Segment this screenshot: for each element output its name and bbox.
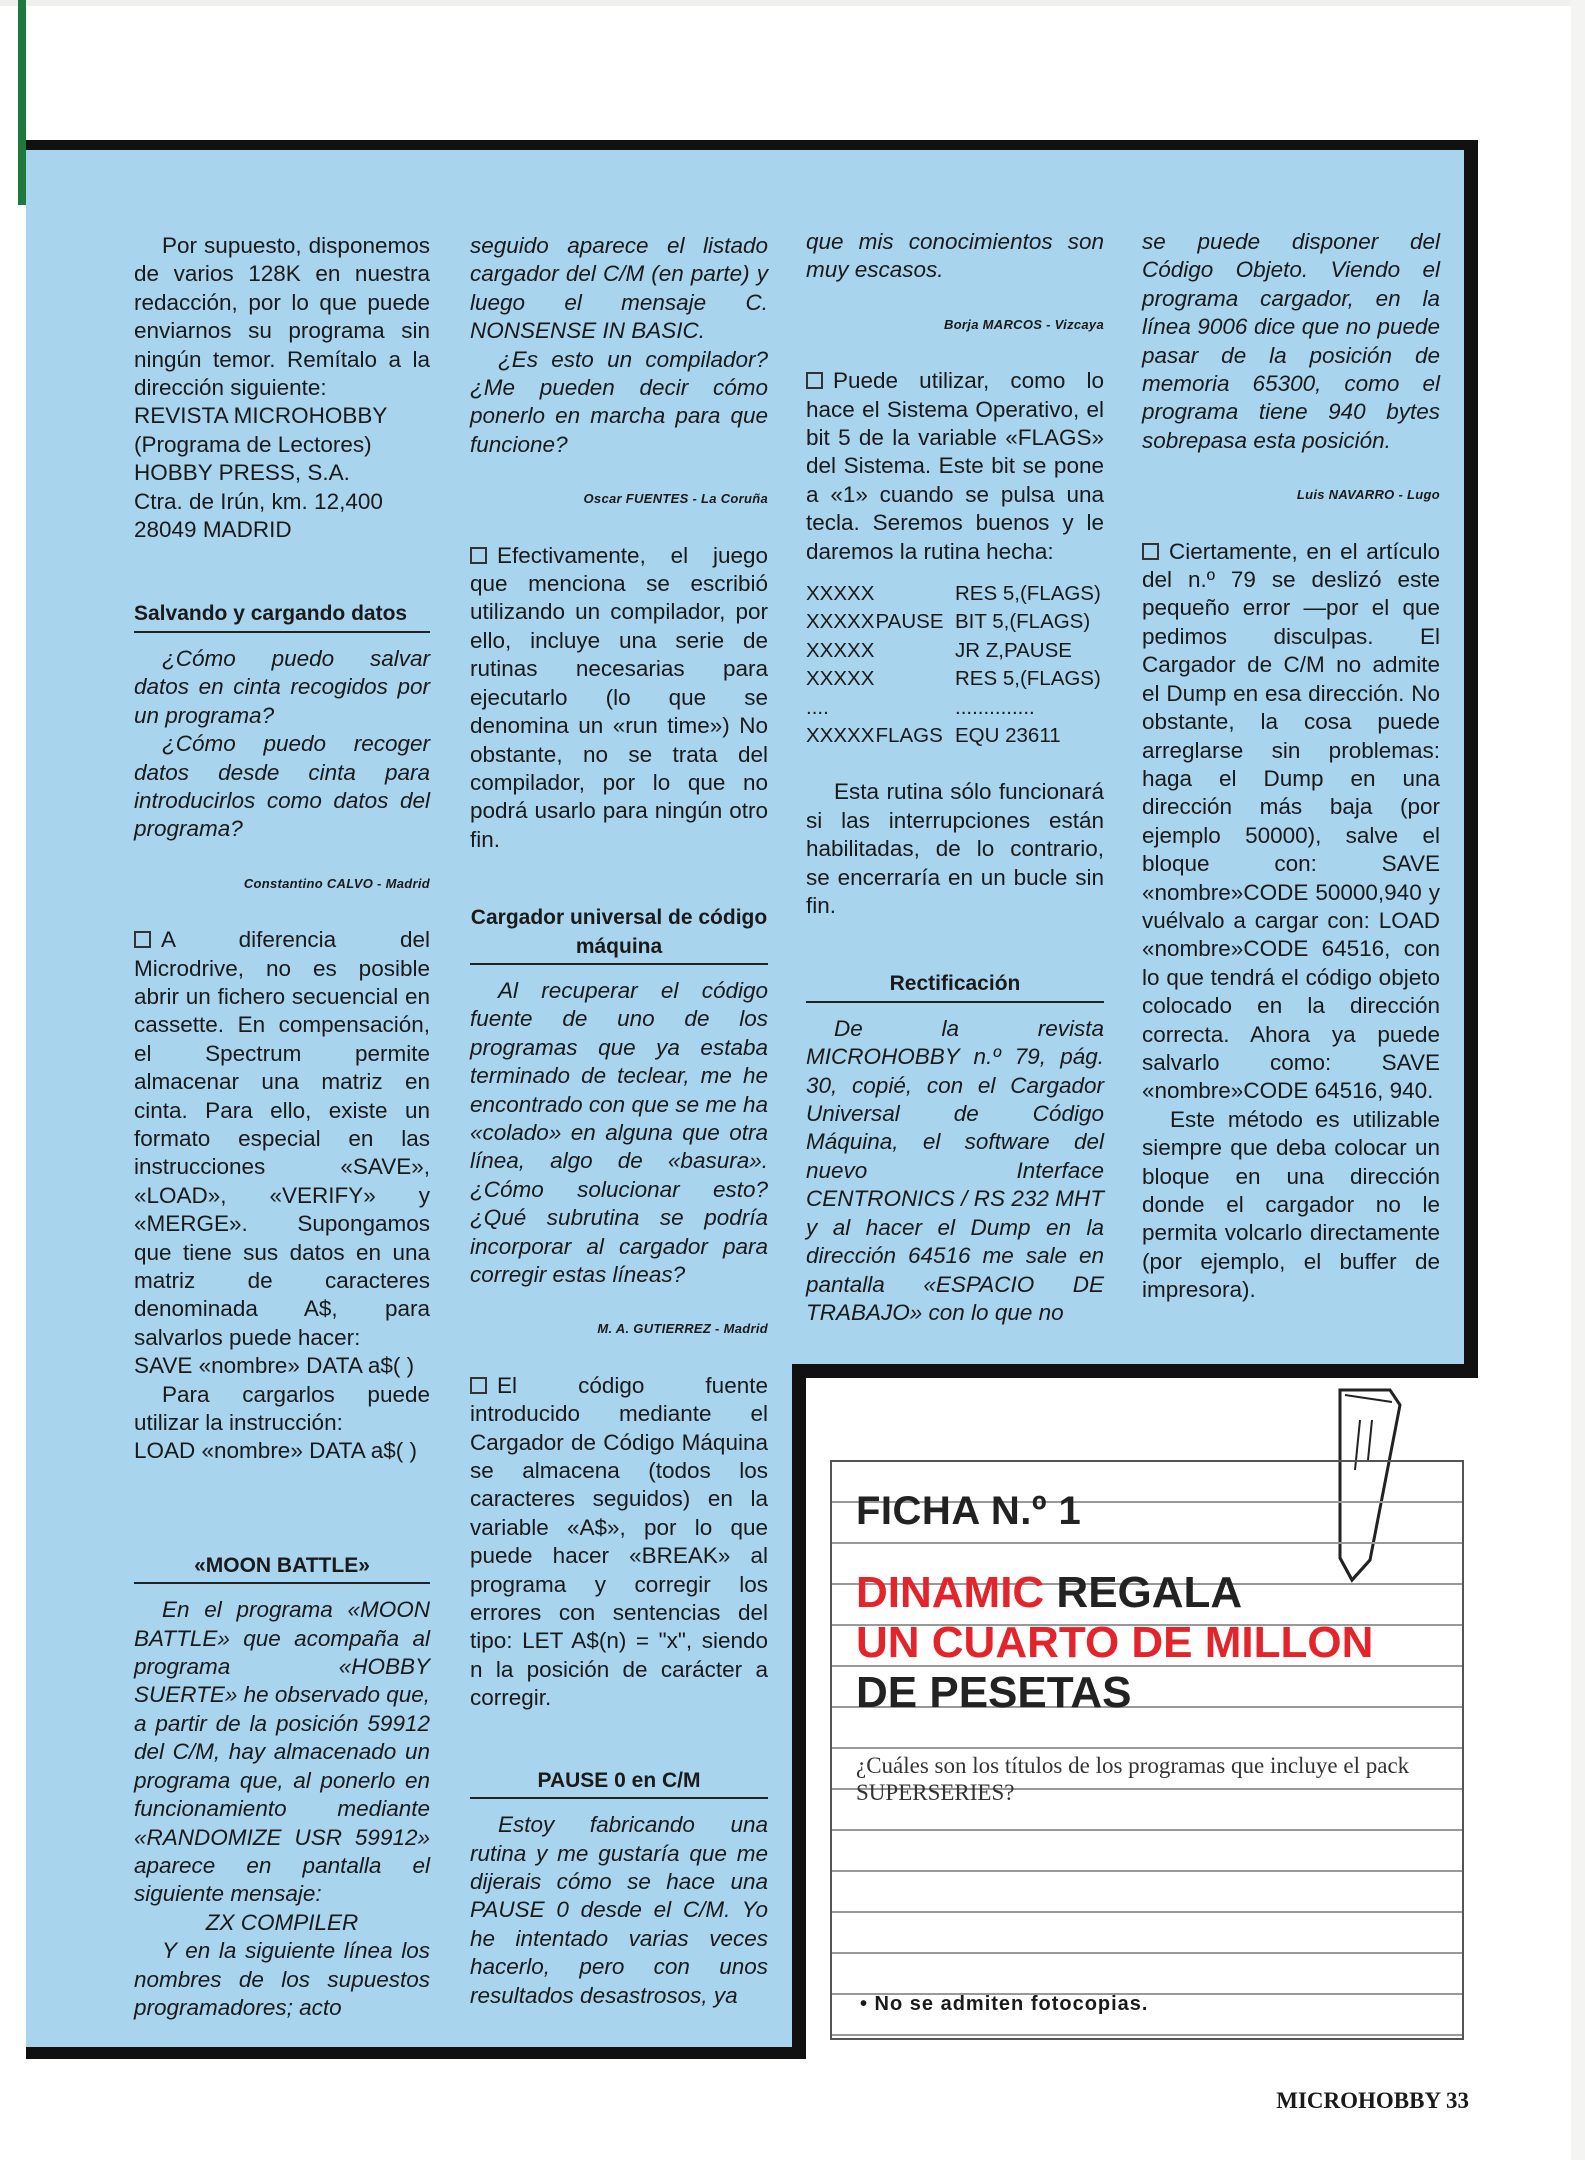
answer-box-icon (806, 372, 823, 389)
letter-signature: Constantino CALVO - Madrid (243, 875, 430, 891)
section-heading: «MOON BATTLE» (134, 1552, 430, 1584)
letter-question: De la revista MICROHOBBY n.º 79, pág. 30, copié, con el Cargador Universal de Código Máquina, el software del nuevo Interface CENTRONICS / RS 232 MHT y al hacer el Dump en la dirección 64516 me sale en pantalla «ESPACIO DE TRABAJO» con lo que no (806, 1015, 1104, 1325)
headline-text: REGALA (1044, 1568, 1243, 1617)
letter-question: ¿Cómo puedo recoger datos desde cinta para introducirlos como datos del programa? (134, 731, 430, 842)
headline-brand: DINAMIC (856, 1568, 1045, 1617)
headline-highlight: UN CUARTO DE MILLON (856, 1618, 1374, 1667)
section-heading: Salvando y cargando datos (134, 600, 430, 632)
letter-question: que mis conocimientos son muy escasos. (806, 229, 1104, 283)
address-line: (Programa de Lectores) (134, 431, 372, 457)
page-right-margin (1571, 0, 1585, 2160)
code-line: XXXXX RES 5,(FLAGS) (806, 582, 1101, 606)
letter-signature: Luis NAVARRO - Lugo (1296, 487, 1440, 503)
panel-frame-ledge (792, 1364, 1478, 1378)
answer-text: Para cargarlos puede utilizar la instrucción: (134, 1381, 430, 1436)
answer-box-icon (134, 931, 151, 948)
coupon-title: FICHA N.º 1 (856, 1489, 1082, 1533)
coupon-question: ¿Cuáles son los títulos de los programas que incluye el pack SUPERSERIES? (856, 1753, 1410, 1805)
section-heading: Rectificación (806, 970, 1104, 1002)
column-2 (470, 232, 768, 2010)
section-heading: Cargador universal de código máquina (470, 904, 768, 965)
coupon-headline (856, 1568, 1446, 1718)
letter-signature: Borja MARCOS - Vizcaya (944, 316, 1104, 332)
answer-text: Puede utilizar, como lo hace el Sistema Operativo, el bit 5 de la variable «FLAGS» del Sistema. Este bit se pone a «1» cuando se pulsa una tecla. Seremos buenos y le daremos la rutina hecha: (806, 368, 1104, 564)
answer-box-icon (470, 1377, 487, 1394)
address-line: Ctra. de Irún, km. 12,400 (134, 488, 383, 514)
answer-text: Esta rutina sólo funcionará si las interrupciones están habilitadas, de lo contrario, se encerraría en un bucle sin fin. (806, 779, 1104, 919)
letter-question: Al recuperar el código fuente de uno de los programas que ya estaba terminado de teclear, me he encontrado con que se me ha «colado» en alguna que otra línea, algo de «basura». ¿Cómo solucionar esto? ¿Qué subrutina se podría incorporar al cargador para corregir estas líneas? (470, 977, 768, 1287)
answer-text: El código fuente introducido mediante el Cargador de Código Máquina se almacena (todos los caracteres seguidos) en la variable «A$», por lo que puede hacer «BREAK» al programa y corregir los errores con sentencias del tipo: LET A$(n) = "x", siendo n la posición de carácter a corregir. (470, 1372, 768, 1711)
code-line: XXXXX FLAGS EQU 23611 (806, 724, 1061, 748)
letter-signature: M. A. GUTIERREZ - Madrid (597, 1321, 768, 1337)
column-4 (1142, 228, 1440, 1305)
coupon-content (856, 1476, 1446, 1806)
column-1 (134, 232, 430, 2022)
letter-question: Estoy fabricando una rutina y me gustaría que me dijerais cómo se hace una PAUSE 0 desde el C/M. Yo he intentado varias veces hacerlo, pero con unos resultados desastrosos, ya (470, 1812, 768, 2008)
page-footer: MICROHOBBY 33 (1276, 2088, 1469, 2113)
code-command: SAVE «nombre» DATA a$( ) (134, 1353, 415, 1379)
page-binding-edge (18, 0, 26, 205)
coupon-note: • No se admiten fotocopias. (860, 1993, 1149, 2015)
code-line: .... .............. (806, 695, 1035, 719)
letter-question: Y en la siguiente línea los nombres de los supuestos programadores; acto (134, 1938, 430, 2020)
reply-paragraph: Por supuesto, disponemos de varios 128K en nuestra redacción, por lo que puede enviarnos su programa sin ningún temor. Remítalo a la dirección siguiente: (134, 233, 430, 401)
letter-signature: Oscar FUENTES - La Coruña (583, 491, 768, 507)
column-3 (806, 228, 1104, 1327)
address-line: HOBBY PRESS, S.A. (134, 460, 350, 486)
page-top-edge (0, 0, 1585, 6)
code-command: LOAD «nombre» DATA a$( ) (134, 1438, 418, 1464)
address-line: REVISTA MICROHOBBY (134, 403, 388, 429)
answer-box-icon (1142, 543, 1159, 560)
letter-question: ¿Es esto un compilador? ¿Me pueden decir cómo ponerlo en marcha para que funcione? (470, 346, 768, 457)
letter-question: seguido aparece el listado cargador del C/M (en parte) y luego el mensaje C. NONSENSE IN BASIC. (470, 233, 768, 344)
assembly-listing (806, 580, 1104, 750)
screen-message: ZX COMPILER (205, 1909, 359, 1935)
answer-text: Ciertamente, en el artículo del n.º 79 se deslizó este pequeño error —por el que pedimos disculpas. El Cargador de C/M no admite el Dump en esa dirección. No obstante, la cosa puede arreglarse sin problemas: haga el Dump en una dirección más baja (por ejemplo 50000), salve el bloque con: SAVE «nombre»CODE 50000,940 y vuélvalo a cargar con: LOAD «nombre»CODE 64516, con lo que tendrá el código objeto colocado en la dirección correcta. Ahora ya puede salvarlo como: SAVE «nombre»CODE 64516, 940. (1142, 538, 1440, 1104)
headline-text: DE PESETAS (856, 1668, 1132, 1717)
answer-text: Efectivamente, el juego que menciona se escribió utilizando un compilador, por ello, incluye una serie de rutinas necesarias para ejecutarlo (lo que se denomina un «run time») No obstante, no se trata del compilador, por lo que no podrá usarlo para ningún otro fin. (470, 542, 768, 852)
answer-text: A diferencia del Microdrive, no es posible abrir un fichero secuencial en cassette. En compensación, el Spectrum permite almacenar una matriz en cinta. Para ello, existe un formato especial en las instrucciones «SAVE», «LOAD», «VERIFY» y «MERGE». Supongamos que tiene sus datos en una matriz de caracteres denominada A$, para salvarlos puede hacer: (134, 927, 430, 1350)
address-block (134, 402, 430, 544)
code-line: XXXXX RES 5,(FLAGS) (806, 667, 1101, 691)
answer-box-icon (470, 547, 487, 564)
code-line: XXXXX PAUSE BIT 5,(FLAGS) (806, 610, 1091, 634)
letter-question: ¿Cómo puedo salvar datos en cinta recogidos por un programa? (134, 645, 430, 728)
address-line: 28049 MADRID (134, 517, 292, 543)
letter-question: se puede disponer del Código Objeto. Viendo el programa cargador, en la línea 9006 dice que no puede pasar de la posición de memoria 65300, como el programa tiene 940 bytes sobrepasa esta posición. (1142, 229, 1440, 453)
letter-question: En el programa «MOON BATTLE» que acompaña al programa «HOBBY SUERTE» he observado que, a partir de la posición 59912 del C/M, hay almacenado un programa que, al ponerlo en funcionamiento mediante «RANDOMIZE USR 59912» aparece en pantalla el siguiente mensaje: (134, 1597, 431, 1907)
code-line: XXXXX JR Z,PAUSE (806, 638, 1072, 662)
section-heading: PAUSE 0 en C/M (470, 1767, 768, 1799)
answer-text: Este método es utilizable siempre que deba colocar un bloque en una dirección donde el cargador no le permita volcarlo directamente (por ejemplo, el buffer de impresora). (1142, 1106, 1440, 1303)
contest-coupon (830, 1460, 1464, 2040)
